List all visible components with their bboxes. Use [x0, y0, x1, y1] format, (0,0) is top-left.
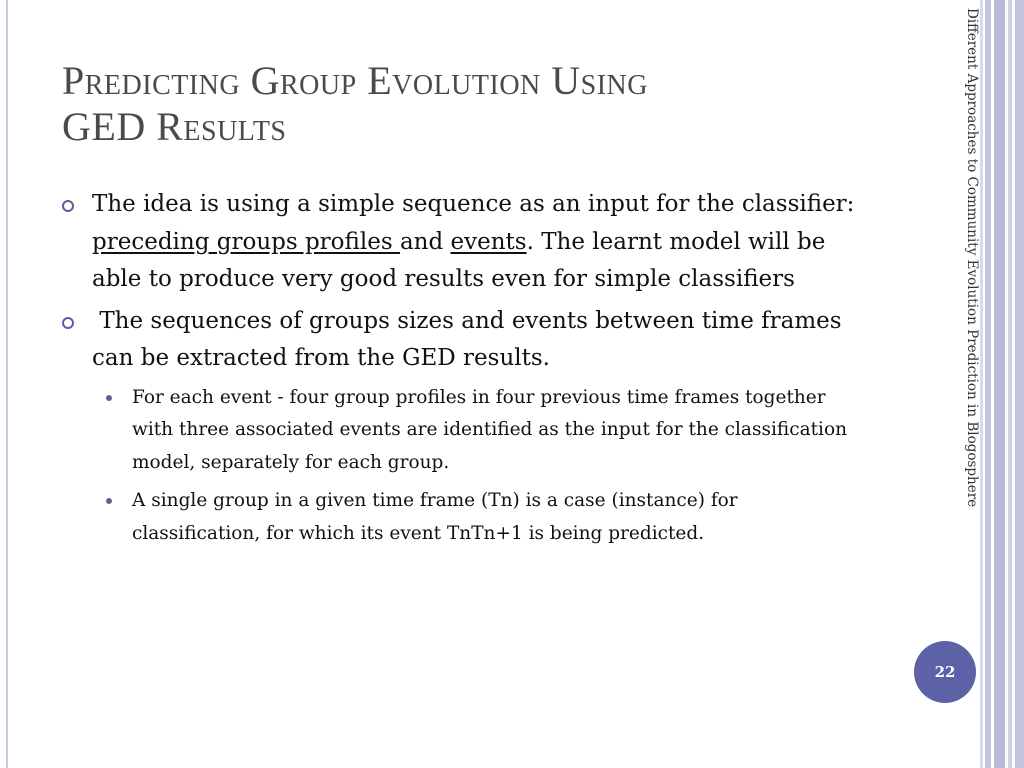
slide-content: [62, 186, 862, 556]
bullet-1-text-rest: . The learnt model will be able to produce very good results even for simple classifiers: [92, 228, 826, 292]
vertical-footer-title: Different Approaches to Community Evolution Prediction in Blogosphere: [964, 8, 980, 508]
bullet-item-1: [62, 186, 862, 299]
ring-bullet-icon: [62, 200, 74, 212]
sub-bullet-item-1: [132, 382, 862, 480]
sub-bullet-item-2: [132, 485, 862, 550]
bullet-item-2: [62, 303, 862, 378]
slide-title: [62, 58, 862, 150]
decorative-stripe: [1015, 0, 1024, 768]
slide-title-line-1: Predicting Group Evolution Using: [62, 58, 648, 103]
left-divider: [6, 0, 8, 768]
sub-bullet-1-text: For each event - four group profiles in four previous time frames together with three associated events are identified as the input for the classification model, separately for each group.: [132, 386, 847, 473]
bullet-1-and: and: [399, 228, 451, 255]
page-number-badge: [914, 641, 976, 703]
slide-title-line-2: GED Results: [62, 104, 287, 149]
dot-bullet-icon: [106, 498, 112, 504]
bullet-2-text: The sequences of groups sizes and events between time frames can be extracted from the GED results.: [92, 307, 849, 371]
decorative-stripe: [980, 0, 983, 768]
bullet-1-underlined-events: events: [450, 228, 527, 255]
sub-bullet-list: [132, 382, 862, 551]
bullet-1-text: The idea is using a simple sequence as an input for the classifier:: [92, 191, 855, 217]
decorative-stripe: [994, 0, 1005, 768]
bullet-1-underlined-profiles: preceding groups profiles: [92, 228, 400, 255]
sub-bullet-2-text: A single group in a given time frame (Tn) is a case (instance) for classification, for which its event TnTn+1 is being predicted.: [132, 490, 738, 544]
dot-bullet-icon: [106, 395, 112, 401]
ring-bullet-icon: [62, 317, 74, 329]
decorative-stripe: [1008, 0, 1012, 768]
page-number: 22: [934, 663, 956, 681]
decorative-stripe: [985, 0, 991, 768]
